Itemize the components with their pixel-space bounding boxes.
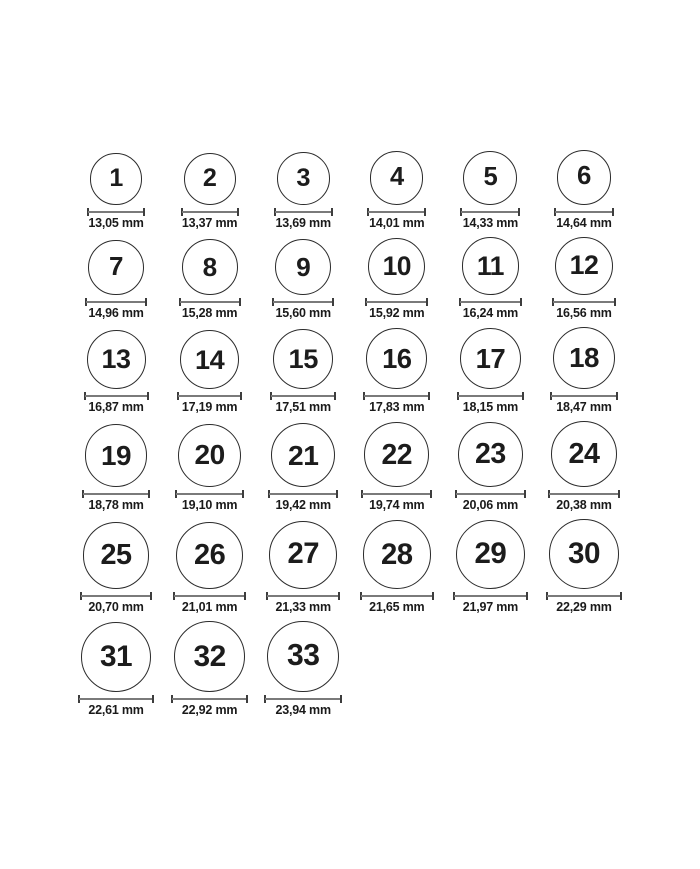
diameter-label: 21,97 mm bbox=[462, 599, 519, 614]
ring-size-number: 17 bbox=[475, 342, 506, 374]
ruler-line bbox=[85, 395, 148, 397]
ring-size-cell bbox=[444, 237, 538, 319]
ring-size-cell bbox=[537, 150, 631, 229]
ring-size-cell bbox=[350, 520, 444, 612]
ring-size-cell bbox=[256, 152, 350, 229]
ring-size-cell bbox=[537, 519, 631, 613]
diameter-ruler bbox=[552, 298, 616, 306]
ruler-line bbox=[461, 211, 519, 213]
ring-size-number: 26 bbox=[193, 538, 226, 571]
ruler-line bbox=[267, 595, 339, 597]
ring-size-cell bbox=[256, 329, 350, 413]
diameter-label: 14,33 mm bbox=[462, 215, 519, 230]
ruler-line bbox=[458, 395, 524, 397]
ring-size-cell bbox=[444, 328, 538, 414]
ring-size-number: 1 bbox=[109, 164, 123, 193]
diameter-ruler bbox=[274, 208, 333, 216]
diameter-ruler bbox=[554, 208, 615, 216]
diameter-label: 18,78 mm bbox=[88, 498, 144, 512]
ruler-line bbox=[362, 493, 431, 495]
diameter-label: 20,38 mm bbox=[556, 498, 612, 512]
ring-circle bbox=[90, 153, 142, 205]
ring-size-number: 5 bbox=[483, 162, 498, 191]
ring-size-number: 22 bbox=[381, 438, 413, 471]
ring-size-cell bbox=[163, 424, 257, 511]
ruler-line bbox=[366, 301, 427, 303]
ring-size-number: 33 bbox=[286, 639, 320, 673]
diameter-ruler bbox=[80, 592, 153, 600]
ring-size-number: 13 bbox=[101, 344, 131, 375]
ring-circle bbox=[178, 424, 241, 487]
diameter-label: 14,64 mm bbox=[556, 215, 612, 230]
ring-size-number: 18 bbox=[569, 342, 599, 374]
ring-size-cell bbox=[350, 328, 444, 413]
diameter-ruler bbox=[361, 490, 432, 498]
ring-size-number: 30 bbox=[568, 536, 600, 570]
diameter-label: 21,01 mm bbox=[181, 599, 238, 614]
ring-circle bbox=[271, 423, 335, 487]
diameter-ruler bbox=[84, 392, 149, 400]
ring-circle bbox=[549, 519, 619, 589]
diameter-ruler bbox=[272, 298, 335, 306]
diameter-label: 22,29 mm bbox=[556, 599, 612, 614]
ring-size-cell bbox=[256, 239, 350, 320]
ruler-line bbox=[551, 395, 617, 397]
diameter-ruler bbox=[367, 208, 426, 216]
ring-circle bbox=[456, 520, 525, 589]
diameter-label: 21,65 mm bbox=[369, 599, 425, 614]
ruler-line bbox=[86, 301, 145, 303]
ring-size-cell bbox=[163, 621, 257, 716]
ring-size-cell bbox=[537, 237, 631, 319]
diameter-label: 14,01 mm bbox=[369, 215, 425, 230]
ruler-line bbox=[361, 595, 433, 597]
diameter-ruler bbox=[87, 208, 145, 216]
ring-circle bbox=[555, 237, 613, 295]
diameter-ruler bbox=[546, 592, 622, 600]
diameter-label: 17,83 mm bbox=[369, 400, 425, 415]
diameter-ruler bbox=[550, 392, 618, 400]
ring-size-number: 19 bbox=[101, 439, 132, 471]
ring-circle bbox=[267, 621, 339, 693]
ring-size-cell bbox=[444, 151, 538, 229]
ring-circle bbox=[363, 520, 431, 588]
ruler-line bbox=[182, 211, 238, 213]
ring-circle bbox=[460, 328, 522, 390]
diameter-label: 18,47 mm bbox=[556, 400, 612, 415]
ring-size-number: 23 bbox=[475, 438, 506, 471]
diameter-ruler bbox=[460, 208, 520, 216]
diameter-ruler bbox=[175, 490, 244, 498]
ring-circle bbox=[184, 153, 236, 205]
ruler-line bbox=[178, 395, 242, 397]
ring-size-number: 3 bbox=[296, 163, 310, 192]
diameter-ruler bbox=[85, 298, 146, 306]
diameter-ruler bbox=[78, 695, 154, 703]
ring-circle bbox=[368, 238, 425, 295]
ring-circle bbox=[553, 327, 615, 389]
ring-size-number: 10 bbox=[382, 251, 411, 282]
ring-circle bbox=[83, 522, 150, 589]
ring-size-cell bbox=[163, 153, 257, 229]
ruler-line bbox=[271, 395, 335, 397]
diameter-label: 16,24 mm bbox=[462, 306, 519, 320]
ring-circle bbox=[273, 329, 333, 389]
ring-size-number: 21 bbox=[288, 438, 319, 471]
diameter-label: 19,42 mm bbox=[275, 498, 331, 512]
diameter-ruler bbox=[82, 490, 151, 498]
ring-circle bbox=[275, 239, 332, 296]
diameter-label: 13,69 mm bbox=[275, 215, 331, 230]
ring-size-number: 7 bbox=[109, 251, 123, 282]
diameter-ruler bbox=[363, 392, 430, 400]
ring-size-number: 14 bbox=[195, 343, 225, 375]
ring-size-cell bbox=[350, 422, 444, 511]
ring-circle bbox=[458, 422, 523, 487]
ring-size-number: 31 bbox=[99, 640, 133, 674]
ring-circle bbox=[370, 151, 423, 204]
ring-size-cell bbox=[537, 421, 631, 511]
ruler-line bbox=[81, 595, 152, 597]
ring-circle bbox=[277, 152, 330, 205]
ring-size-cell bbox=[163, 522, 257, 613]
diameter-ruler bbox=[365, 298, 428, 306]
diameter-label: 21,33 mm bbox=[275, 599, 331, 614]
ring-size-number: 11 bbox=[476, 250, 504, 281]
ruler-line bbox=[454, 595, 527, 597]
ring-circle bbox=[180, 330, 240, 390]
ring-size-cell bbox=[69, 622, 163, 716]
diameter-label: 18,15 mm bbox=[462, 400, 519, 415]
ring-circle bbox=[174, 621, 245, 692]
ruler-line bbox=[364, 395, 429, 397]
diameter-ruler bbox=[179, 298, 241, 306]
ring-size-number: 12 bbox=[569, 250, 599, 281]
diameter-label: 13,37 mm bbox=[181, 215, 238, 230]
ring-circle bbox=[364, 422, 429, 487]
ring-size-cell bbox=[444, 422, 538, 511]
diameter-label: 20,70 mm bbox=[88, 599, 144, 614]
ring-size-number: 28 bbox=[380, 537, 413, 571]
ruler-line bbox=[269, 493, 337, 495]
ring-circle bbox=[182, 239, 238, 295]
ring-size-cell bbox=[256, 621, 350, 717]
ruler-line bbox=[172, 698, 247, 700]
diameter-label: 20,06 mm bbox=[462, 498, 519, 512]
ring-size-number: 20 bbox=[194, 439, 225, 471]
diameter-label: 19,74 mm bbox=[369, 498, 425, 512]
diameter-label: 14,96 mm bbox=[88, 306, 144, 320]
diameter-ruler bbox=[181, 208, 239, 216]
ring-size-number: 25 bbox=[100, 538, 132, 571]
ruler-line bbox=[174, 595, 245, 597]
ring-size-number: 29 bbox=[474, 537, 507, 571]
diameter-label: 23,94 mm bbox=[275, 703, 331, 718]
diameter-ruler bbox=[270, 392, 336, 400]
diameter-label: 15,92 mm bbox=[369, 306, 425, 320]
ring-size-cell bbox=[69, 330, 163, 413]
ruler-line bbox=[368, 211, 425, 213]
ring-size-cell bbox=[537, 327, 631, 413]
ring-size-cell bbox=[69, 522, 163, 613]
ring-circle bbox=[462, 237, 520, 295]
ring-size-cell bbox=[444, 520, 538, 613]
diameter-ruler bbox=[453, 592, 528, 600]
diameter-label: 22,61 mm bbox=[88, 703, 144, 718]
ring-circle bbox=[557, 150, 612, 205]
ruler-line bbox=[275, 211, 332, 213]
diameter-label: 16,87 mm bbox=[88, 400, 144, 415]
ruler-line bbox=[79, 698, 153, 700]
ring-circle bbox=[463, 151, 517, 205]
ruler-line bbox=[273, 301, 334, 303]
ring-size-number: 6 bbox=[577, 162, 591, 191]
ruler-line bbox=[83, 493, 150, 495]
diameter-label: 19,10 mm bbox=[181, 498, 238, 512]
diameter-label: 15,28 mm bbox=[181, 306, 238, 320]
ruler-line bbox=[547, 595, 621, 597]
ring-size-cell bbox=[163, 330, 257, 414]
ring-circle bbox=[551, 421, 617, 487]
ruler-line bbox=[180, 301, 240, 303]
ring-circle bbox=[81, 622, 151, 692]
diameter-ruler bbox=[173, 592, 246, 600]
ruler-line bbox=[265, 698, 341, 700]
diameter-ruler bbox=[457, 392, 525, 400]
ring-size-number: 2 bbox=[202, 163, 217, 192]
ring-size-cell bbox=[350, 151, 444, 228]
ruler-line bbox=[456, 493, 525, 495]
ring-circle bbox=[88, 240, 143, 295]
ring-size-number: 16 bbox=[382, 342, 412, 374]
ring-circle bbox=[85, 424, 148, 487]
diameter-label: 22,92 mm bbox=[181, 703, 238, 718]
ring-circle bbox=[269, 521, 337, 589]
ring-size-number: 4 bbox=[389, 163, 404, 192]
ruler-line bbox=[549, 493, 619, 495]
ruler-line bbox=[88, 211, 144, 213]
ring-size-cell bbox=[69, 424, 163, 511]
diameter-ruler bbox=[268, 490, 338, 498]
ruler-line bbox=[553, 301, 615, 303]
ring-size-number: 24 bbox=[568, 437, 600, 470]
diameter-ruler bbox=[455, 490, 526, 498]
ruler-line bbox=[176, 493, 243, 495]
ring-size-cell bbox=[256, 423, 350, 511]
ring-circle bbox=[176, 522, 243, 589]
diameter-label: 13,05 mm bbox=[88, 215, 144, 230]
diameter-ruler bbox=[548, 490, 620, 498]
ring-size-number: 9 bbox=[296, 251, 311, 282]
diameter-ruler bbox=[177, 392, 243, 400]
ruler-line bbox=[555, 211, 614, 213]
diameter-ruler bbox=[459, 298, 523, 306]
diameter-ruler bbox=[264, 695, 342, 703]
ring-size-cell bbox=[350, 238, 444, 319]
ring-size-number: 32 bbox=[193, 639, 226, 673]
diameter-label: 15,60 mm bbox=[275, 306, 331, 320]
ring-size-number: 27 bbox=[287, 538, 319, 571]
diameter-label: 17,51 mm bbox=[275, 400, 331, 415]
ring-size-cell bbox=[256, 521, 350, 613]
ring-size-cell bbox=[163, 239, 257, 319]
ring-size-cell bbox=[69, 240, 163, 319]
diameter-label: 17,19 mm bbox=[181, 400, 238, 415]
ring-circle bbox=[87, 330, 146, 389]
ring-size-cell bbox=[69, 153, 163, 229]
diameter-label: 16,56 mm bbox=[556, 306, 612, 320]
ring-size-number: 8 bbox=[202, 252, 217, 282]
diameter-ruler bbox=[171, 695, 248, 703]
ring-size-number: 15 bbox=[288, 343, 318, 375]
ruler-line bbox=[460, 301, 522, 303]
diameter-ruler bbox=[360, 592, 434, 600]
diameter-ruler bbox=[266, 592, 340, 600]
ring-circle bbox=[366, 328, 427, 389]
